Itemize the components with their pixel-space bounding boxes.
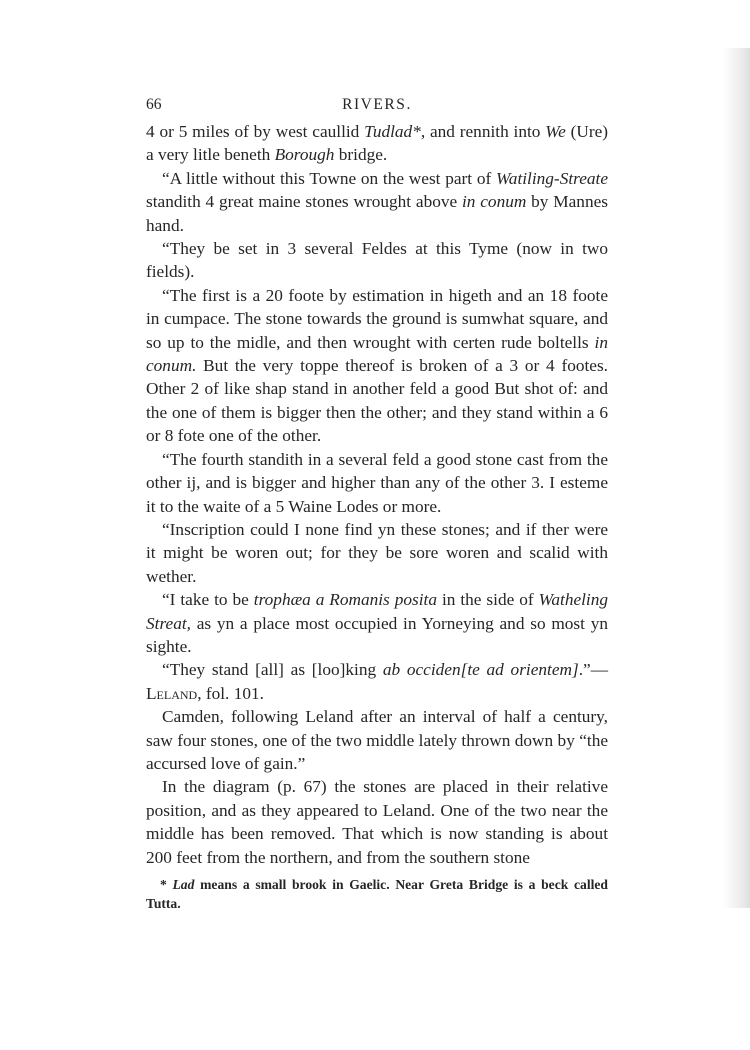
text-run: “Inscription could I none find yn these stones; and if ther were it might be woren out; for they be sore woren and scalid with wether. [146, 519, 608, 586]
footnote-text: means a small brook in Gaelic. Near Greta Bridge is a beck called Tutta. [146, 877, 608, 911]
text-run: “A little without this Towne on the west part of [162, 168, 496, 188]
text-run: , and rennith into [420, 122, 546, 141]
text-run: “They stand [all] as [loo]king [162, 660, 383, 680]
text-run: .”— [578, 660, 608, 680]
page-number: 66 [146, 96, 162, 113]
text-run: as yn a place most occupied in Yorneying and so most yn sighte. [146, 613, 608, 656]
paragraph-6 [146, 518, 608, 588]
text-run: in the side of [437, 590, 539, 610]
book-page [146, 96, 608, 913]
text-run: bridge. [334, 145, 388, 165]
text-run: 4 or 5 miles of by west caullid [146, 122, 365, 141]
paragraph-10 [146, 775, 608, 869]
text-run: In the diagram (p. 67) the stones are placed in their relative position, and as they appeared to Leland. One of the two near the middle has been removed. That which is now standing is about 200 feet from the northern, and from the southern stone [146, 777, 608, 867]
italic-run: Watheling Streat, [146, 590, 609, 633]
italic-run: Borough [274, 145, 335, 165]
running-title: RIVERS. [342, 96, 412, 113]
page-header [146, 96, 608, 120]
italic-run: We [545, 122, 566, 141]
text-run: , fol. 101. [197, 683, 264, 703]
scan-edge-shadow [722, 48, 750, 908]
paragraph-3 [146, 237, 608, 284]
italic-run: Watiling-Streate [496, 168, 608, 188]
text-run: “They be set in 3 several Feldes at this Tyme (now in two fields). [146, 239, 608, 282]
text-run: “The fourth standith in a several feld a good stone cast from the other ij, and is bigger and higher than any of the other 3. I esteme it to the waite of a 5 Waine Lodes or more. [146, 449, 608, 516]
italic-run: trophæa a Romanis posita [253, 590, 437, 610]
text-run: “I take to be [162, 590, 254, 610]
small-caps-run: Leland [146, 683, 198, 703]
paragraph-7 [146, 588, 608, 658]
footnote [146, 875, 608, 913]
text-run: “The first is a 20 foote by estimation in higeth and an 18 foote in cumpace. The stone towards the ground is sumwhat square, and so up to the midle, and then wrought with certen rude boltells [146, 285, 608, 352]
paragraph-9 [146, 705, 608, 775]
italic-run: in conum. [146, 332, 608, 376]
italic-run: Tudlad* [364, 122, 421, 141]
body-text [146, 120, 608, 869]
paragraph-4 [146, 284, 608, 448]
text-run: by Mannes hand. [146, 192, 608, 235]
paragraph-2 [146, 167, 608, 237]
italic-run: in conum [461, 192, 527, 212]
footnote-term: Lad [172, 877, 195, 892]
text-run: standith 4 great maine stones wrought above [146, 192, 462, 212]
text-run: Camden, following Leland after an interval of half a century, saw four stones, one of the two middle lately thrown down by “the accursed love of gain.” [146, 707, 608, 773]
footnote-marker: * [160, 877, 173, 892]
paragraph-8 [146, 658, 608, 705]
paragraph-1 [146, 120, 608, 167]
text-run: But the very toppe thereof is broken of a 3 or 4 footes. Other 2 of like shap stand in another feld a good But shot of: and the one of them is bigger then the other; and they stand within a 6 or 8 fote one of the other. [146, 356, 608, 446]
paragraph-5 [146, 448, 608, 518]
italic-run: ab occiden[te ad orientem] [382, 660, 579, 680]
text-run: (Ure) a very litle beneth [146, 122, 608, 165]
